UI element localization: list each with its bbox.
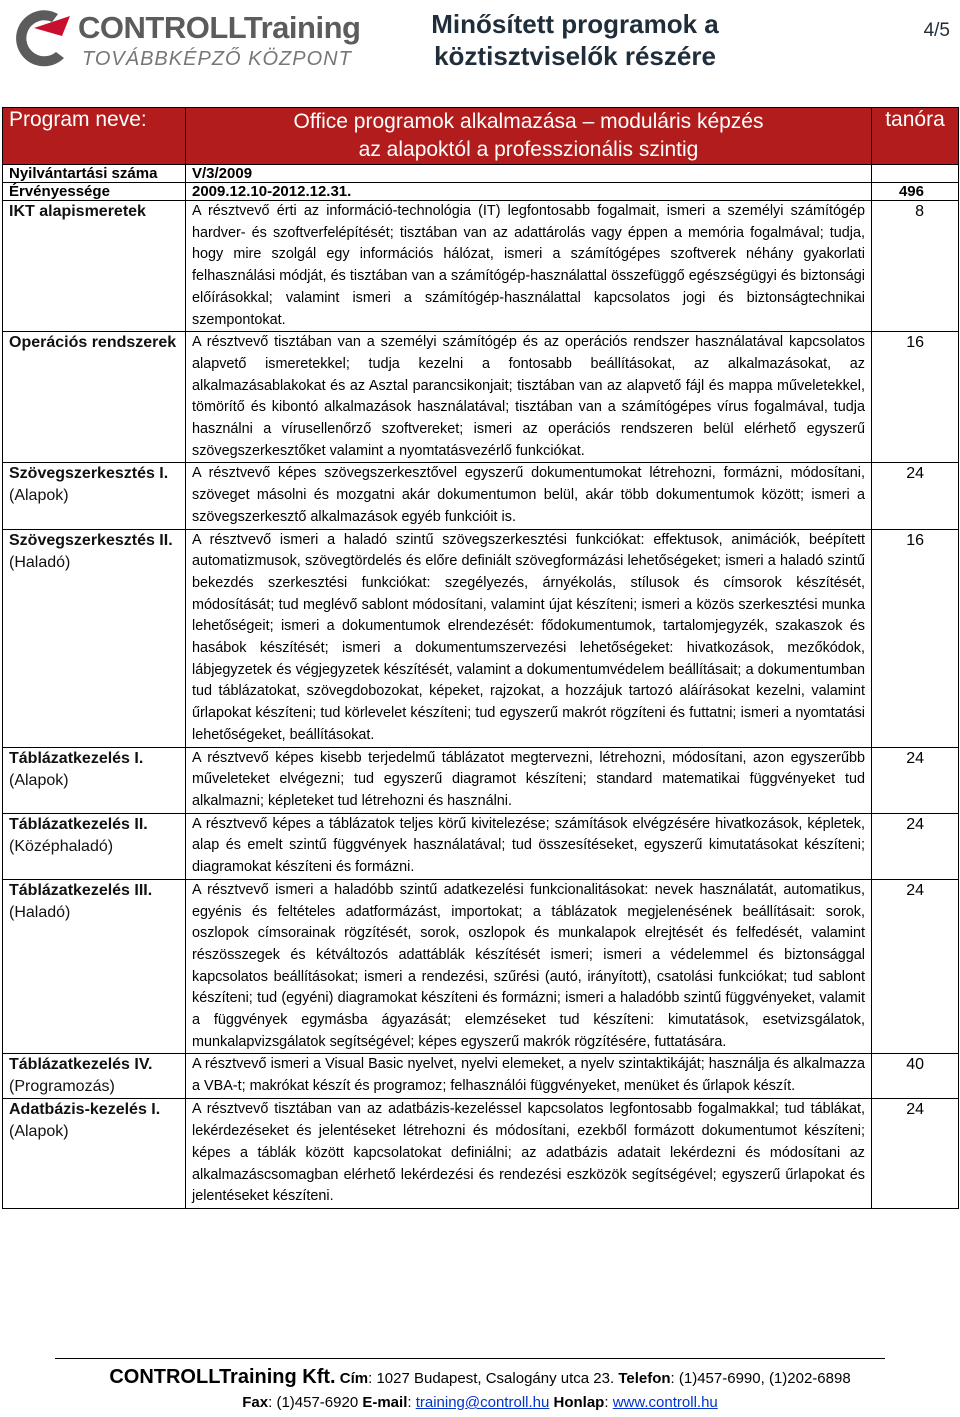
footer-fax-label: Fax bbox=[242, 1394, 269, 1411]
module-row bbox=[3, 529, 959, 747]
logo-brand-text: CONTROLLTraining bbox=[78, 10, 361, 45]
registration-empty bbox=[872, 165, 959, 183]
module-hours: 16 bbox=[872, 529, 959, 747]
module-name bbox=[3, 879, 186, 1054]
module-description: A résztvevő ismeri a Visual Basic nyelvet, nyelvi elemeket, a nyelv szintaktikáját; használja és alkalmazza a VBA-t; makrókat készít és programoz; felhasználói függvényeket, menüket és űrlapok készít. bbox=[186, 1054, 872, 1099]
registration-label: Nyilvántartási száma bbox=[3, 165, 186, 183]
module-description: A résztvevő érti az információ-technológia (IT) legfontosabb fogalmait, ismeri a személyi számítógép hardver- és szoftverfelépítését; tisztában van az adattárolás vagy éppen a memória fogalmával; tudja, hogy mire szolgál egy információs hálózat, ismeri a számítógépes szoftverek néhány gyakorlati felhasználási módját, és tisztában van a számítógép-használattal összefüggő egészségügyi és biztonsági előírásokkal; valamint ismeri a számítógép-használattal kapcsolatos jogi és biztonságtechnikai szempontokat. bbox=[186, 201, 872, 332]
validity-row bbox=[3, 183, 959, 201]
module-row bbox=[3, 879, 959, 1054]
footer-company: CONTROLLTraining Kft. bbox=[109, 1366, 336, 1388]
program-name-line1: Office programok alkalmazása – moduláris képzés bbox=[293, 110, 764, 133]
module-level: (Középhaladó) bbox=[9, 837, 114, 855]
module-name bbox=[3, 529, 186, 747]
page-number: 4/5 bbox=[923, 20, 950, 41]
module-description: A résztvevő képes szövegszerkesztővel egyszerű dokumentumokat létrehozni, formázni, módosítani, szöveget másolni és mozgatni akár dokumentumon belül, akár több dokumentumok között; ismeri a szövegszerkesztő alkalmazások egyéb funkcióit is. bbox=[186, 463, 872, 529]
module-level: (Haladó) bbox=[9, 553, 71, 571]
module-title: IKT alapismeretek bbox=[9, 203, 146, 220]
module-description: A résztvevő ismeri a haladó szintű szövegszerkesztési funkciókat: effektusok, animációk, beépített automatizmusok, szövegtördelés és előre definiált szövegformázási lehetőségeket; ismeri a haladó szintű bekezdés szerkesztési funkciókat: szegélyezés, árnyékolás, stílusok és címsorok készítését, módosítását; tud meglévő sablont módosítani, valamint újat készíteni; ismeri a közös szerkesztési munka lehetőségeit; ismeri a dokumentumok elrendezését: fődokumentumok, tartalomjegyzék, szakaszok és hasábok készítését; ismeri a dokumentumszervezési lehetőségeket: hivatkozások, mezőkódok, lábjegyzetek és végjegyzetek készítését, valamint a dokumentumvédelem beállításait; a dokumentumban tud táblázatokat, szövegdobozokat, képeket, rajzokat, a hozzájuk tartozó aláírásokat kezelni, valamint űrlapokat készíteni; tud körlevelet készíteni; tud egyszerű makrót rögzíteni és futtatni; ismeri a nyomtatási lehetőségeket, beállításokat. bbox=[186, 529, 872, 747]
module-hours: 24 bbox=[872, 463, 959, 529]
module-hours: 40 bbox=[872, 1054, 959, 1099]
program-name-line2: az alapoktól a professzionális szintig bbox=[358, 138, 699, 161]
document-title bbox=[400, 8, 750, 72]
module-hours: 24 bbox=[872, 1099, 959, 1209]
module-hours: 8 bbox=[872, 201, 959, 332]
footer-line-1 bbox=[0, 1366, 960, 1389]
module-hours: 16 bbox=[872, 332, 959, 463]
module-row bbox=[3, 1054, 959, 1099]
module-hours: 24 bbox=[872, 879, 959, 1054]
module-row bbox=[3, 1099, 959, 1209]
module-title: Táblázatkezelés II. bbox=[9, 815, 148, 833]
program-table bbox=[2, 107, 959, 1209]
module-description: A résztvevő tisztában van a személyi számítógép és az operációs rendszer használatával kapcsolatos alapvető ismeretekkel; tudja kezelni a fontosabb beállításokat, az alkalmazásokat, az alkalmazásablakokat és az Asztal parancsikonjait; tisztában van az alapvető fájl és mappa műveletekkel, tömörítő és kibontó alkalmazások használatával; tisztában van a számítógépes vírus fogalmával, tudja használni a vírusellenőrző szoftvereket; ismeri az operációs rendszeren belül elérhető egyszerű szövegszerkesztőket valamint a nyomtatásvezérlő funkciókat. bbox=[186, 332, 872, 463]
footer-fax: : (1)457-6920 bbox=[268, 1394, 359, 1411]
footer-web-label: Honlap bbox=[553, 1394, 605, 1411]
program-title-row bbox=[3, 108, 959, 165]
document-title-line1: Minősített programok a bbox=[431, 9, 719, 39]
module-name bbox=[3, 747, 186, 813]
module-name bbox=[3, 463, 186, 529]
footer-email-label: E-mail bbox=[362, 1394, 408, 1411]
module-level: (Haladó) bbox=[9, 903, 71, 921]
module-level: (Programozás) bbox=[9, 1078, 115, 1096]
footer-email-link[interactable]: training@controll.hu bbox=[415, 1394, 550, 1411]
module-row bbox=[3, 463, 959, 529]
footer-divider bbox=[55, 1358, 885, 1359]
module-name bbox=[3, 1099, 186, 1209]
module-description: A résztvevő képes kisebb terjedelmű táblázatot megtervezni, létrehozni, módosítani, azon egyszerűbb műveleteket elvégezni; tud egyszerű diagramot készíteni; standard matematikai függvényeket tud alkalmazni; képleteket tud létrehozni és használni. bbox=[186, 747, 872, 813]
program-name bbox=[186, 108, 872, 165]
module-level: (Alapok) bbox=[9, 487, 69, 505]
footer-phone-label: Telefon bbox=[618, 1370, 671, 1387]
module-title: Adatbázis-kezelés I. bbox=[9, 1101, 161, 1119]
module-title: Táblázatkezelés III. bbox=[9, 881, 153, 899]
controll-training-logo bbox=[12, 4, 361, 74]
module-row bbox=[3, 201, 959, 332]
module-row bbox=[3, 747, 959, 813]
module-name bbox=[3, 813, 186, 879]
module-row bbox=[3, 813, 959, 879]
validity-value: 2009.12.10-2012.12.31. bbox=[186, 183, 872, 201]
footer-line-2: Fax: (1)457-6920 E-mail: training@controll.hu Honlap: www.controll.hu bbox=[242, 1394, 718, 1411]
logo-mark-icon bbox=[12, 6, 76, 72]
module-title: Operációs rendszerek bbox=[9, 334, 177, 352]
module-description: A résztvevő tisztában van az adatbázis-kezeléssel kapcsolatos legfontosabb fogalmakkal; tud táblákat, lekérdezéseket és jelentéseket létrehozni és módosítani, ezekből formázott dokumentumot készíteni; képes a táblák között kapcsolatokat definiálni; az adatbázis adatait lekérdezni és módosítani az alkalmazáscsomagban elérhető lekérdezési és rendezési eszközök segítségével; egyszerű űrlapokat és jelentéseket készíteni. bbox=[186, 1099, 872, 1209]
registration-value: V/3/2009 bbox=[186, 165, 872, 183]
module-name bbox=[3, 201, 186, 332]
module-description: A résztvevő ismeri a haladóbb szintű adatkezelési funkcionalitásokat: nevek használatát, automatikus, egyénis és feltételes adatformázást, importokat; a táblázatok megjelenésének beállításait: sorok, oszlopok címsorainak rögzítését, sorok, oszlopok és munkalapok elrejtését és felfedését, valamint részösszegek és kétváltozós adattáblák készítését ismeri; ismeri a védelemmel és biztonsággal kapcsolatos beállításokat; ismeri a rendezési, szűrési (autó, irányított), csatolási funkciókat; tud sablont készíteni; tud (egyéni) diagramokat készíteni és formázni; ismeri a haladóbb szintű függvényeket, valamit a függvények egymásba ágyazását; elemzéseket tud készíteni: kimutatások, esetvizsgálatok, munkalapvizsgálatok segítségével; képes egyszerű makrók rögzítésére, futtatására. bbox=[186, 879, 872, 1054]
module-description: A résztvevő képes a táblázatok teljes körű kivitelezése; számítások elvégzésére hivatkozások, képletek, alap és emelt szintű függvények használatával; tud összesítéseket, egyszerű kimutatásokat készíteni; diagramokat készíteni és formázni. bbox=[186, 813, 872, 879]
footer-web-link[interactable]: www.controll.hu bbox=[612, 1394, 718, 1411]
module-title: Szövegszerkesztés II. bbox=[9, 531, 173, 549]
module-title: Szövegszerkesztés I. bbox=[9, 465, 169, 483]
module-hours: 24 bbox=[872, 747, 959, 813]
validity-label: Érvényessége bbox=[3, 183, 186, 201]
module-name bbox=[3, 1054, 186, 1099]
module-level: (Alapok) bbox=[9, 1123, 69, 1141]
module-name bbox=[3, 332, 186, 463]
footer-address-label: Cím bbox=[339, 1370, 369, 1387]
page-header bbox=[0, 0, 960, 95]
footer-phone: : (1)457-6990, (1)202-6898 bbox=[670, 1370, 851, 1387]
total-hours: 496 bbox=[872, 183, 959, 201]
module-hours: 24 bbox=[872, 813, 959, 879]
document-title-line2: köztisztviselők részére bbox=[434, 41, 716, 71]
logo-tagline: TOVÁBBKÉPZŐ KÖZPONT bbox=[82, 48, 352, 70]
hours-unit-header: tanóra bbox=[872, 108, 959, 165]
module-title: Táblázatkezelés I. bbox=[9, 749, 144, 767]
footer-address: : 1027 Budapest, Csalogány utca 23. bbox=[368, 1370, 615, 1387]
program-name-label: Program neve: bbox=[3, 108, 186, 165]
module-title: Táblázatkezelés IV. bbox=[9, 1056, 153, 1074]
registration-row bbox=[3, 165, 959, 183]
module-level: (Alapok) bbox=[9, 771, 69, 789]
module-row bbox=[3, 332, 959, 463]
